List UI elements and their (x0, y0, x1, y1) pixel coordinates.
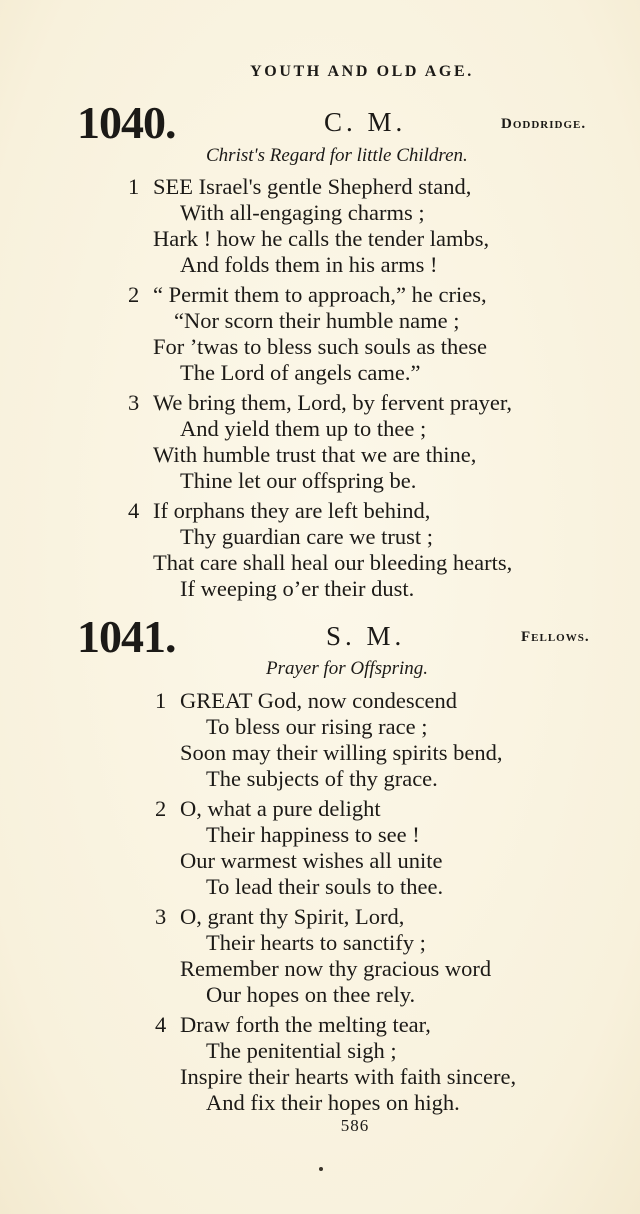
verse-line: And folds them in his arms ! (180, 252, 438, 277)
ink-speck (319, 1167, 323, 1171)
verse-line: With humble trust that we are thine, (153, 442, 477, 467)
verse-line: O, grant thy Spirit, Lord, (180, 904, 405, 929)
verse-line: SEE Israel's gentle Shepherd stand, (153, 174, 472, 199)
verse-line: “ Permit them to approach,” he cries, (153, 282, 487, 307)
hymn-composer: Doddridge. (501, 116, 587, 132)
verse-number: 3 (155, 904, 167, 929)
verse-line: Our hopes on thee rely. (206, 982, 416, 1007)
running-head: YOUTH AND OLD AGE. (250, 63, 474, 80)
verse-line: Thine let our offspring be. (180, 468, 417, 493)
hymn-number: 1041. (77, 611, 176, 662)
verse-line: GREAT God, now condescend (180, 688, 458, 713)
verse-number: 3 (128, 390, 140, 415)
verse-line: “Nor scorn their humble name ; (174, 308, 460, 333)
verse-line: The penitential sigh ; (206, 1038, 397, 1063)
verse-number: 1 (128, 174, 140, 199)
page-number: 586 (340, 1116, 370, 1135)
verse-line: Hark ! how he calls the tender lambs, (153, 226, 490, 251)
verse-line: To bless our rising race ; (206, 714, 428, 739)
verse-line: Soon may their willing spirits bend, (180, 740, 503, 765)
verse-line: If orphans they are left behind, (153, 498, 431, 523)
verse-line: The Lord of angels came.” (180, 360, 421, 385)
hymn-meter: C. M. (324, 107, 407, 137)
hymn-meter: S. M. (326, 621, 406, 651)
verse-line: The subjects of thy grace. (206, 766, 438, 791)
verse-line: Remember now thy gracious word (180, 956, 492, 981)
hymn-title: Christ's Regard for little Children. (206, 145, 468, 166)
verse-line: And fix their hopes on high. (206, 1090, 460, 1115)
verse-line: If weeping o’er their dust. (180, 576, 415, 601)
verse-number: 4 (155, 1012, 167, 1037)
hymn-composer: Fellows. (521, 629, 590, 645)
hymn-title: Prayer for Offspring. (266, 658, 429, 679)
verse-line: To lead their souls to thee. (206, 874, 444, 899)
verse-line: That care shall heal our bleeding hearts, (153, 550, 513, 575)
verse-number: 1 (155, 688, 167, 713)
verse-number: 2 (155, 796, 167, 821)
verse-line: We bring them, Lord, by fervent prayer, (153, 390, 513, 415)
verse-line: Draw forth the melting tear, (180, 1012, 431, 1037)
verse-line: O, what a pure delight (180, 796, 381, 821)
verse-line: Their happiness to see ! (206, 822, 420, 847)
verse-line: With all-engaging charms ; (180, 200, 425, 225)
verse-number: 4 (128, 498, 140, 523)
verse-number: 2 (128, 282, 140, 307)
verse-line: Our warmest wishes all unite (180, 848, 443, 873)
verse-line: Their hearts to sanctify ; (206, 930, 426, 955)
verse-line: Inspire their hearts with faith sincere, (180, 1064, 517, 1089)
hymn-number: 1040. (77, 97, 176, 148)
verse-line: Thy guardian care we trust ; (180, 524, 434, 549)
verse-line: For ’twas to bless such souls as these (153, 334, 487, 359)
verse-line: And yield them up to thee ; (180, 416, 427, 441)
